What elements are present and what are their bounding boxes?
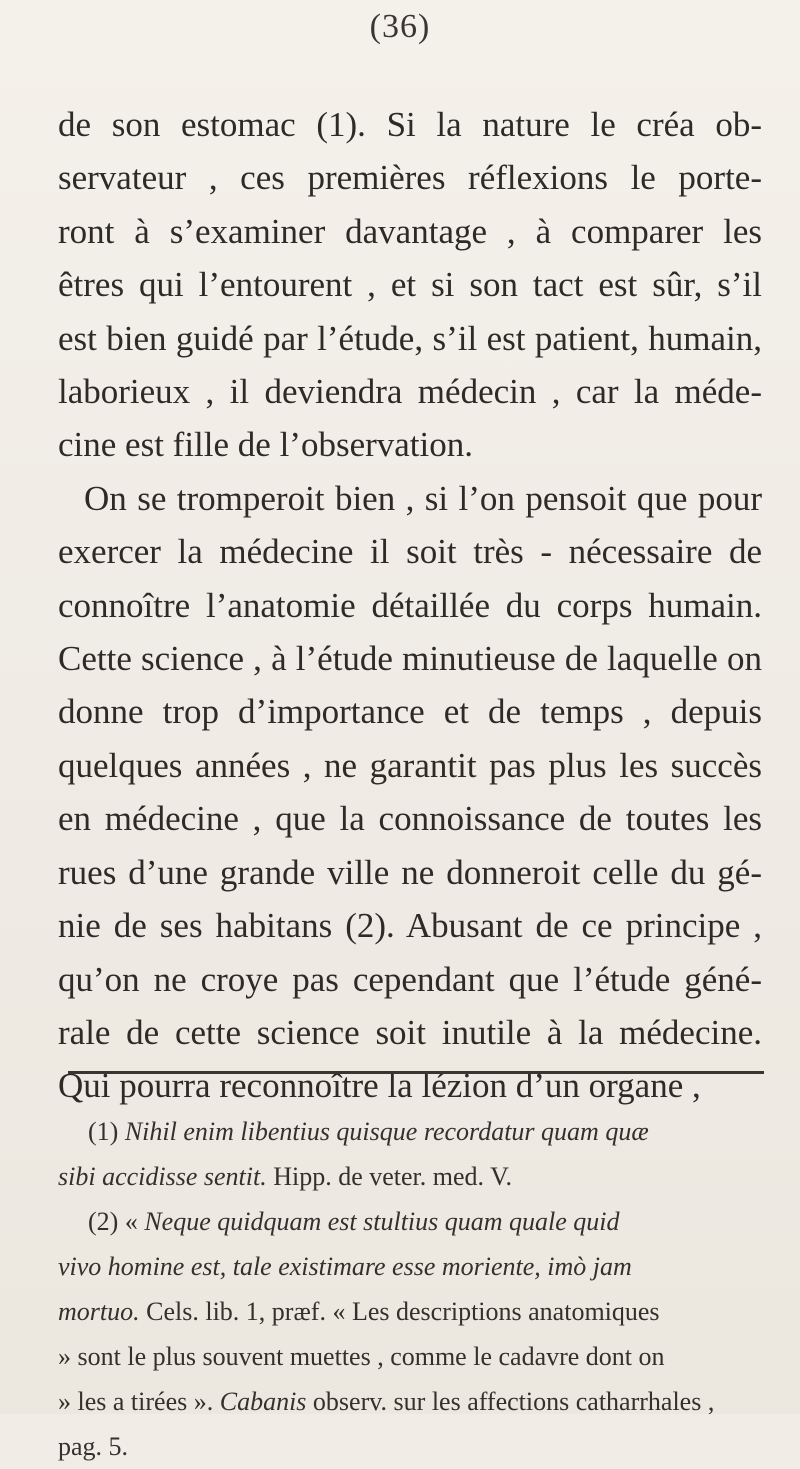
footnote-italic-text: Neque quidquam est stultius quam quale quid (144, 1207, 620, 1236)
footnotes (58, 1109, 764, 1469)
footnote-rule (68, 1071, 764, 1074)
text-line: On se tromperoit bien , si l’on pensoit que pour (84, 478, 762, 518)
footnote-italic-text: sibi accidisse sentit. (58, 1162, 267, 1191)
footnote-text: » sont le plus souvent muettes , comme le cadavre dont on (58, 1342, 665, 1371)
text-line: rues d’une grande ville ne donneroit celle du gé- (58, 852, 762, 892)
text-line: servateur , ces premières réflexions le porte- (58, 158, 762, 198)
footnote-line (58, 1199, 764, 1244)
footnote-italic-text: vivo homine est, tale existimare esse moriente, imò jam (58, 1252, 632, 1281)
text-line: quelques années , ne garantit pas plus les succès (58, 745, 762, 785)
footnote-text: Cels. lib. 1, præf. « Les descriptions anatomiques (139, 1297, 660, 1326)
text-line: est bien guidé par l’étude, s’il est patient, humain, (58, 318, 762, 358)
footnote-italic-text: Nihil enim libentius quisque recordatur quam quæ (124, 1117, 649, 1146)
text-line: exercer la médecine il soit très - nécessaire de (58, 532, 762, 572)
text-line: qu’on ne croye pas cependant que l’étude géné- (58, 959, 762, 999)
text-line: laborieux , il deviendra médecin , car la méde- (58, 372, 762, 412)
text-line: de son estomac (1). Si la nature le créa ob- (58, 105, 762, 144)
page-number: (36) (369, 8, 431, 45)
footnote-text: pag. 5. (58, 1432, 129, 1461)
footnote-line (58, 1379, 764, 1424)
text-line: nie de ses habitans (2). Abusant de ce principe , (58, 906, 762, 946)
text-line: rale de cette science soit inutile à la médecine. (58, 1012, 762, 1052)
text-line: en médecine , que la connoissance de toutes les (58, 799, 762, 839)
footnote-line (58, 1244, 764, 1289)
text-line: ront à s’examiner davantage , à comparer les (58, 211, 762, 251)
text-line: cine est fille de l’observation. (58, 425, 473, 465)
footnote-text: Hipp. de veter. med. V. (266, 1162, 512, 1191)
page-header (0, 8, 800, 46)
footnote-line (58, 1154, 764, 1199)
footnote-line (58, 1424, 764, 1469)
main-text (58, 98, 762, 1113)
text-line: donne trop d’importance et de temps , depuis (58, 692, 762, 732)
footnote-italic-text: Cabanis (219, 1387, 307, 1416)
text-line: connoître l’anatomie détaillée du corps humain. (58, 585, 762, 625)
footnote-italic-text: mortuo. (58, 1297, 140, 1326)
footnote-line (58, 1334, 764, 1379)
text-line: Qui pourra reconnoître la lézion d’un organe , (58, 1066, 701, 1106)
footnote-line (58, 1109, 764, 1154)
footnote-line (58, 1289, 764, 1334)
footnote-text: (1) (88, 1117, 125, 1146)
footnote-text: » les a tirées ». (58, 1387, 220, 1416)
text-line: êtres qui l’entourent , et si son tact est sûr, s’il (58, 265, 762, 305)
text-line: Cette science , à l’étude minutieuse de laquelle on (58, 639, 762, 679)
footnote-text: (2) « (88, 1207, 145, 1236)
footnote-text: observ. sur les affections catharrhales , (306, 1387, 715, 1416)
